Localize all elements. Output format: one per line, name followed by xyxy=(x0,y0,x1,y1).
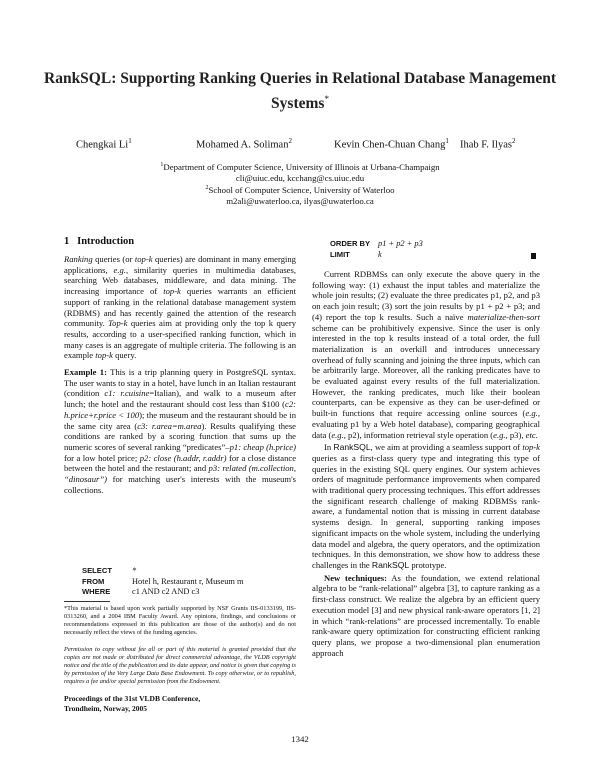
affiliation-1-email: cli@uiuc.edu, kcchang@cs.uiuc.edu xyxy=(235,172,365,183)
proceedings: Proceedings of the 31st VLDB Conference, Trondheim, Norway, 2005 xyxy=(64,694,201,713)
sql-select-line: SELECT * xyxy=(82,566,137,575)
paragraph-current-rdbms: Current RDBMSs can only execute the above query in the following way: (1) exhaust the input tables and materialize the whole join results; (2) evaluate the three predicates p1, p2, and p3 on each join result; (3) sort the join results by p1 + p2 + p3; and (4) report the top k results. Such a naïve materialize-then-sort scheme can be prohibitively expensive. Since the user is only interested in the top k results instead of a total order, the full materialization is an overkill and introduces unnecessary overhead of fully scanning and joining the three inputs, which can be arbitrarily large. Moreover, all the ranking predicates have to be evaluated against every results of the full materialization. However, the ranking predicates, much like their boolean counterparts, can be expensive as they can be user-defined or built-in functions that require accessing online sources (e.g., evaluating p1 by a Web hotel database), comparing geographical data (e.g., p2), information retrieval style operation (e.g., p3), etc. xyxy=(312,269,540,440)
footnote: *This material is based upon work partially supported by NSF Grants IIS-0133199, IIS-0313260, and a 2004 IBM Faculty Award. Any opinions, findings, and conclusions or recommendations expressed in this publication are those of the author(s) and do not necessarily reflect the views of the funding agencies. xyxy=(64,605,296,636)
author-4: Ihab F. Ilyas$^2$ xyxy=(460,137,516,151)
paragraph-new-techniques: New techniques: As the foundation, we extend relational algebra to be “rank-relational” algebra [3], to capture ranking as a first-class construct. We realize the algebra by an efficient query execution model [3] and new physical rank-aware operators [1, 2] in which “rank-relations” are processed incrementally. To enable rank-aware query optimization for constructing efficient ranking query plans, we propose a two-dimensional plan enumeration approach xyxy=(312,572,540,658)
end-of-example-square xyxy=(531,253,536,259)
sql-from-line: FROM Hotel h, Restaurant r, Museum m xyxy=(82,576,244,586)
paper-title xyxy=(40,68,560,114)
example-paragraph: Example 1: This is a trip planning query in PostgreSQL syntax. The user wants to stay in a hotel, have lunch in an Italian restaurant (condition c1: r.cuisine=Italian), and walk to a museum after lunch; the hotel and the restaurant should cost less than $100 (c2: h.price+r.price < 100); the museum and the restaurant should be in the same city area (c3: r.area=m.area). Results qualifying these conditions are ranked by a scoring function that sums up the numeric scores of several ranking “predicates”–p1: cheap (h.price) for a low hotel price; p2: close (h.addr, r.addr) for a close distance between the hotel and the restaurant; and p3: related (m.collection, “dinosaur”) for matching user's interests with the museum's collections. xyxy=(64,367,297,495)
affiliation-1: $^1$Department of Computer Science, University of Illinois at Urbana-Champaign cli@uiuc.edu, kcchang@cs.uiuc.edu xyxy=(80,160,520,184)
left-column xyxy=(64,254,296,495)
sql-where-line: WHERE c1 AND c2 AND c3 xyxy=(82,587,200,596)
affiliation-2-email: m2ali@uwaterloo.ca, ilyas@uwaterloo.ca xyxy=(226,195,374,206)
page-number: 1342 xyxy=(291,734,309,744)
title-footnote-marker: * xyxy=(324,94,329,104)
copyright-permission: Permission to copy without fee all or part of this material is granted provided that the copies are not made or distributed for direct commercial advantage, the VLDB copyright notice and the title of the publication and its date appear, and notice is given that copying is by permission of the Very Large Data Base Endowment. To copy otherwise, or to republish, requires a fee and/or special permission from the Endowment. xyxy=(64,646,296,685)
paragraph-ranksql: In RankSQL, we aim at providing a seamless support of top-k queries as a first-class query type and integrating this type of queries in the existing SQL query engines. Our system achieves orders of magnitude performance improvements when compared with traditional query processing techniques. This effort addresses the significant research challenge of making RDBMSs rank-aware, a fundamental notion that is missing in current database systems design. In general, supporting ranking imposes significant impacts on the whole system, including the underlying data model and algebra, the query operators, and the optimization techniques. In this demonstration, we show how to address these challenges in the RankSQL prototype. xyxy=(312,442,540,570)
author-2: Mohamed A. Soliman$^2$ xyxy=(196,137,292,151)
title-text: RankSQL: Supporting Ranking Queries in Relational Database Management Systems xyxy=(44,70,556,113)
sql-query-continuation xyxy=(330,239,423,260)
author-3: Kevin Chen-Chuan Chang$^1$ xyxy=(334,137,449,151)
affiliation-2: $^2$School of Computer Science, University of Waterloo m2ali@uwaterloo.ca, ilyas@uwaterloo.ca xyxy=(80,183,520,207)
sql-limit-line: LIMIT k xyxy=(330,249,382,259)
sql-orderby-line: ORDER BY p1 + p2 + p3 xyxy=(330,239,423,248)
right-column xyxy=(312,269,540,658)
intro-paragraph: Ranking queries (or top-k queries) are dominant in many emerging applications, e.g., similarity queries in multimedia databases, searching Web databases, middleware, and data mining. The increasing importance of top-k queries warrants an efficient support of ranking in the relational database management system (RDBMS) and has recently gained the attention of the research community. Top-k queries aim at providing only the top k query results, according to a user-specified ranking function, which in many cases is an aggregate of multiple criteria. The following is an example top-k query. xyxy=(64,254,297,361)
author-1: Chengkai Li$^1$ xyxy=(76,137,132,151)
section-heading: 1 Introduction xyxy=(64,236,135,247)
footnote-rule xyxy=(64,601,110,602)
sql-query-block xyxy=(82,566,244,598)
